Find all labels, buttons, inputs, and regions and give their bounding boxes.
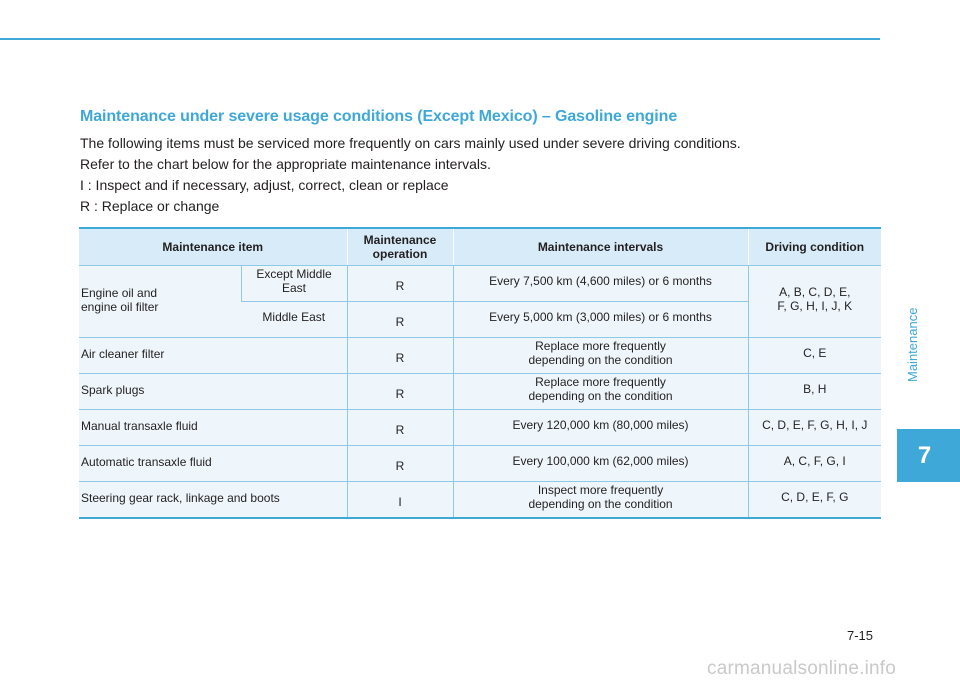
intro-line: I : Inspect and if necessary, adjust, correct, clean or replace (80, 177, 449, 193)
condition-cell: A, B, C, D, E, F, G, H, I, J, K (748, 266, 881, 338)
interval-cell: Every 100,000 km (62,000 miles) (453, 446, 748, 482)
item-cell: Automatic transaxle fluid (79, 446, 347, 482)
header-maintenance-intervals: Maintenance intervals (453, 228, 748, 266)
operation-cell: R (347, 410, 453, 446)
header-maintenance-item: Maintenance item (79, 228, 347, 266)
table-row (79, 338, 881, 374)
condition-cell: C, D, E, F, G (748, 482, 881, 519)
intro-text (80, 133, 741, 217)
interval-cell: Replace more frequently depending on the condition (453, 338, 748, 374)
table-row (79, 374, 881, 410)
region-cell: Middle East (241, 302, 347, 338)
intro-line: Refer to the chart below for the appropriate maintenance intervals. (80, 156, 491, 172)
interval-cell: Every 5,000 km (3,000 miles) or 6 months (453, 302, 748, 338)
chapter-tab: 7 (897, 429, 960, 482)
condition-cell: C, E (748, 338, 881, 374)
interval-cell: Replace more frequently depending on the condition (453, 374, 748, 410)
operation-cell: R (347, 446, 453, 482)
condition-cell: A, C, F, G, I (748, 446, 881, 482)
table-row (79, 266, 881, 302)
region-cell: Except Middle East (241, 266, 347, 302)
item-cell: Spark plugs (79, 374, 347, 410)
top-rule (0, 38, 880, 40)
table-header-row (79, 228, 881, 266)
watermark: carmanualsonline.info (707, 658, 897, 679)
table-row (79, 482, 881, 519)
intro-line: The following items must be serviced more frequently on cars mainly used under severe driving conditions. (80, 135, 741, 151)
header-maintenance-operation: Maintenance operation (347, 228, 453, 266)
chapter-side-label: Maintenance (905, 307, 920, 383)
operation-cell: R (347, 302, 453, 338)
item-cell: Engine oil and engine oil filter (79, 266, 241, 338)
operation-cell: R (347, 338, 453, 374)
operation-cell: R (347, 374, 453, 410)
operation-cell: R (347, 266, 453, 302)
item-cell: Air cleaner filter (79, 338, 347, 374)
item-cell: Manual transaxle fluid (79, 410, 347, 446)
section-title: Maintenance under severe usage conditions (Except Mexico) – Gasoline engine (80, 108, 678, 125)
intro-line: R : Replace or change (80, 198, 220, 214)
table-row (79, 410, 881, 446)
interval-cell: Every 7,500 km (4,600 miles) or 6 months (453, 266, 748, 302)
item-cell: Steering gear rack, linkage and boots (79, 482, 347, 519)
operation-cell: I (347, 482, 453, 519)
condition-cell: B, H (748, 374, 881, 410)
page-number: 7-15 (847, 628, 874, 643)
interval-cell: Every 120,000 km (80,000 miles) (453, 410, 748, 446)
header-driving-condition: Driving condition (748, 228, 881, 266)
interval-cell: Inspect more frequently depending on the condition (453, 482, 748, 519)
condition-cell: C, D, E, F, G, H, I, J (748, 410, 881, 446)
maintenance-table (79, 227, 881, 519)
table-row (79, 446, 881, 482)
